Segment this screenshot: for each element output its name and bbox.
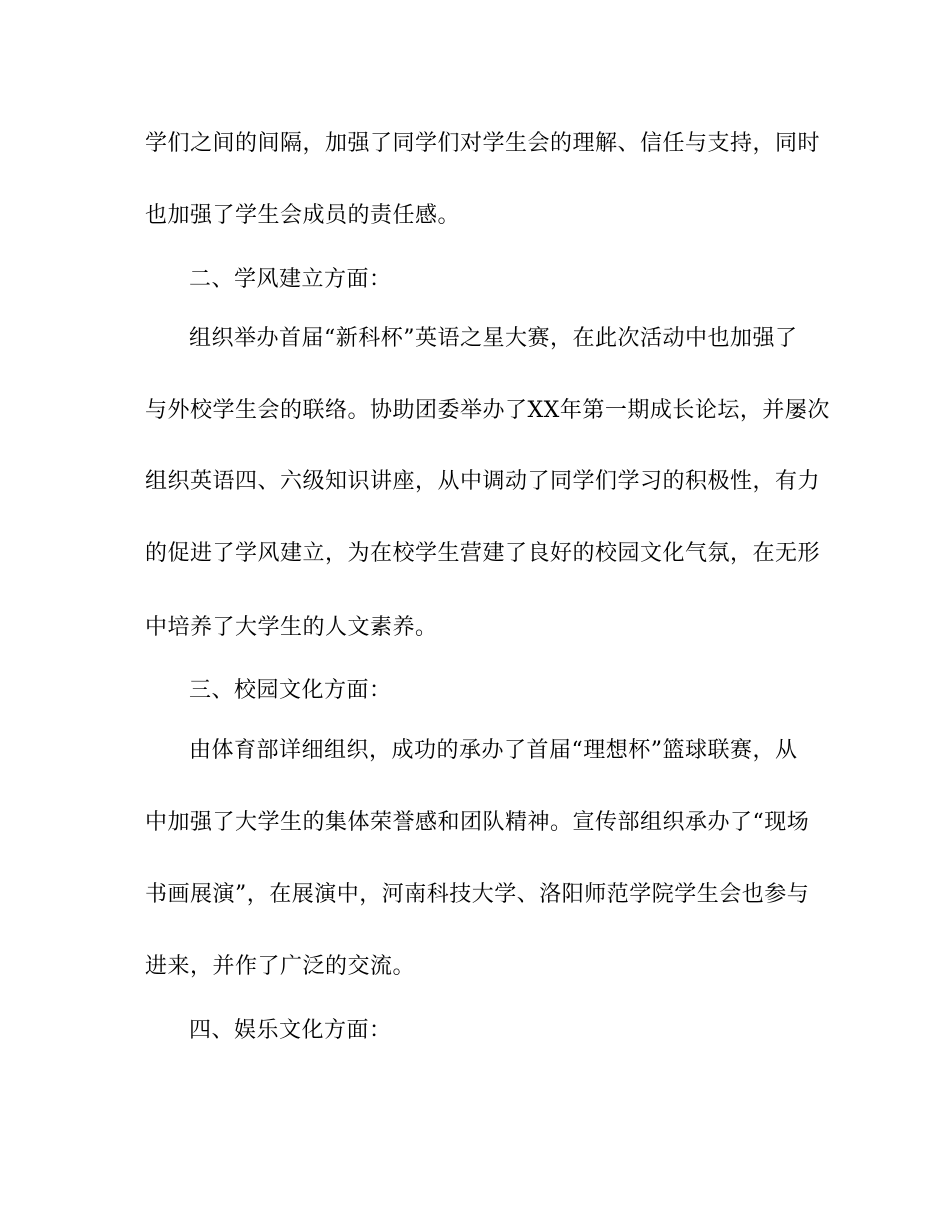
body-text-line: 书画展演”，在展演中，河南科技大学、洛阳师范学院学生会也参与: [145, 882, 810, 907]
section-heading-campus-culture: 三、校园文化方面：: [189, 678, 392, 703]
section-heading-entertainment: 四、娱乐文化方面：: [189, 1018, 392, 1043]
body-text-line: 也加强了学生会成员的责任感。: [145, 203, 461, 228]
body-text-line: 的促进了学风建立，为在校学生营建了良好的校园文化气氛，在无形: [145, 541, 821, 566]
body-text-line: 中加强了大学生的集体荣誉感和团队精神。宣传部组织承办了“现场: [145, 810, 810, 835]
body-text-line: 中培养了大学生的人文素养。: [145, 615, 438, 640]
section-heading-study: 二、学风建立方面：: [189, 267, 392, 292]
body-text-line: 组织英语四、六级知识讲座，从中调动了同学们学习的积极性，有力: [145, 469, 821, 494]
body-text-line: 与外校学生会的联络。协助团委举办了XX年第一期成长论坛，并屡次: [145, 398, 830, 423]
body-text-line: 组织举办首届“新科杯”英语之星大赛，在此次活动中也加强了: [189, 326, 798, 351]
body-text-line: 由体育部详细组织，成功的承办了首届“理想杯”篮球联赛，从: [189, 738, 798, 763]
body-text-line: 学们之间的间隔，加强了同学们对学生会的理解、信任与支持，同时: [145, 131, 821, 156]
body-text-line: 进来，并作了广泛的交流。: [145, 954, 416, 979]
